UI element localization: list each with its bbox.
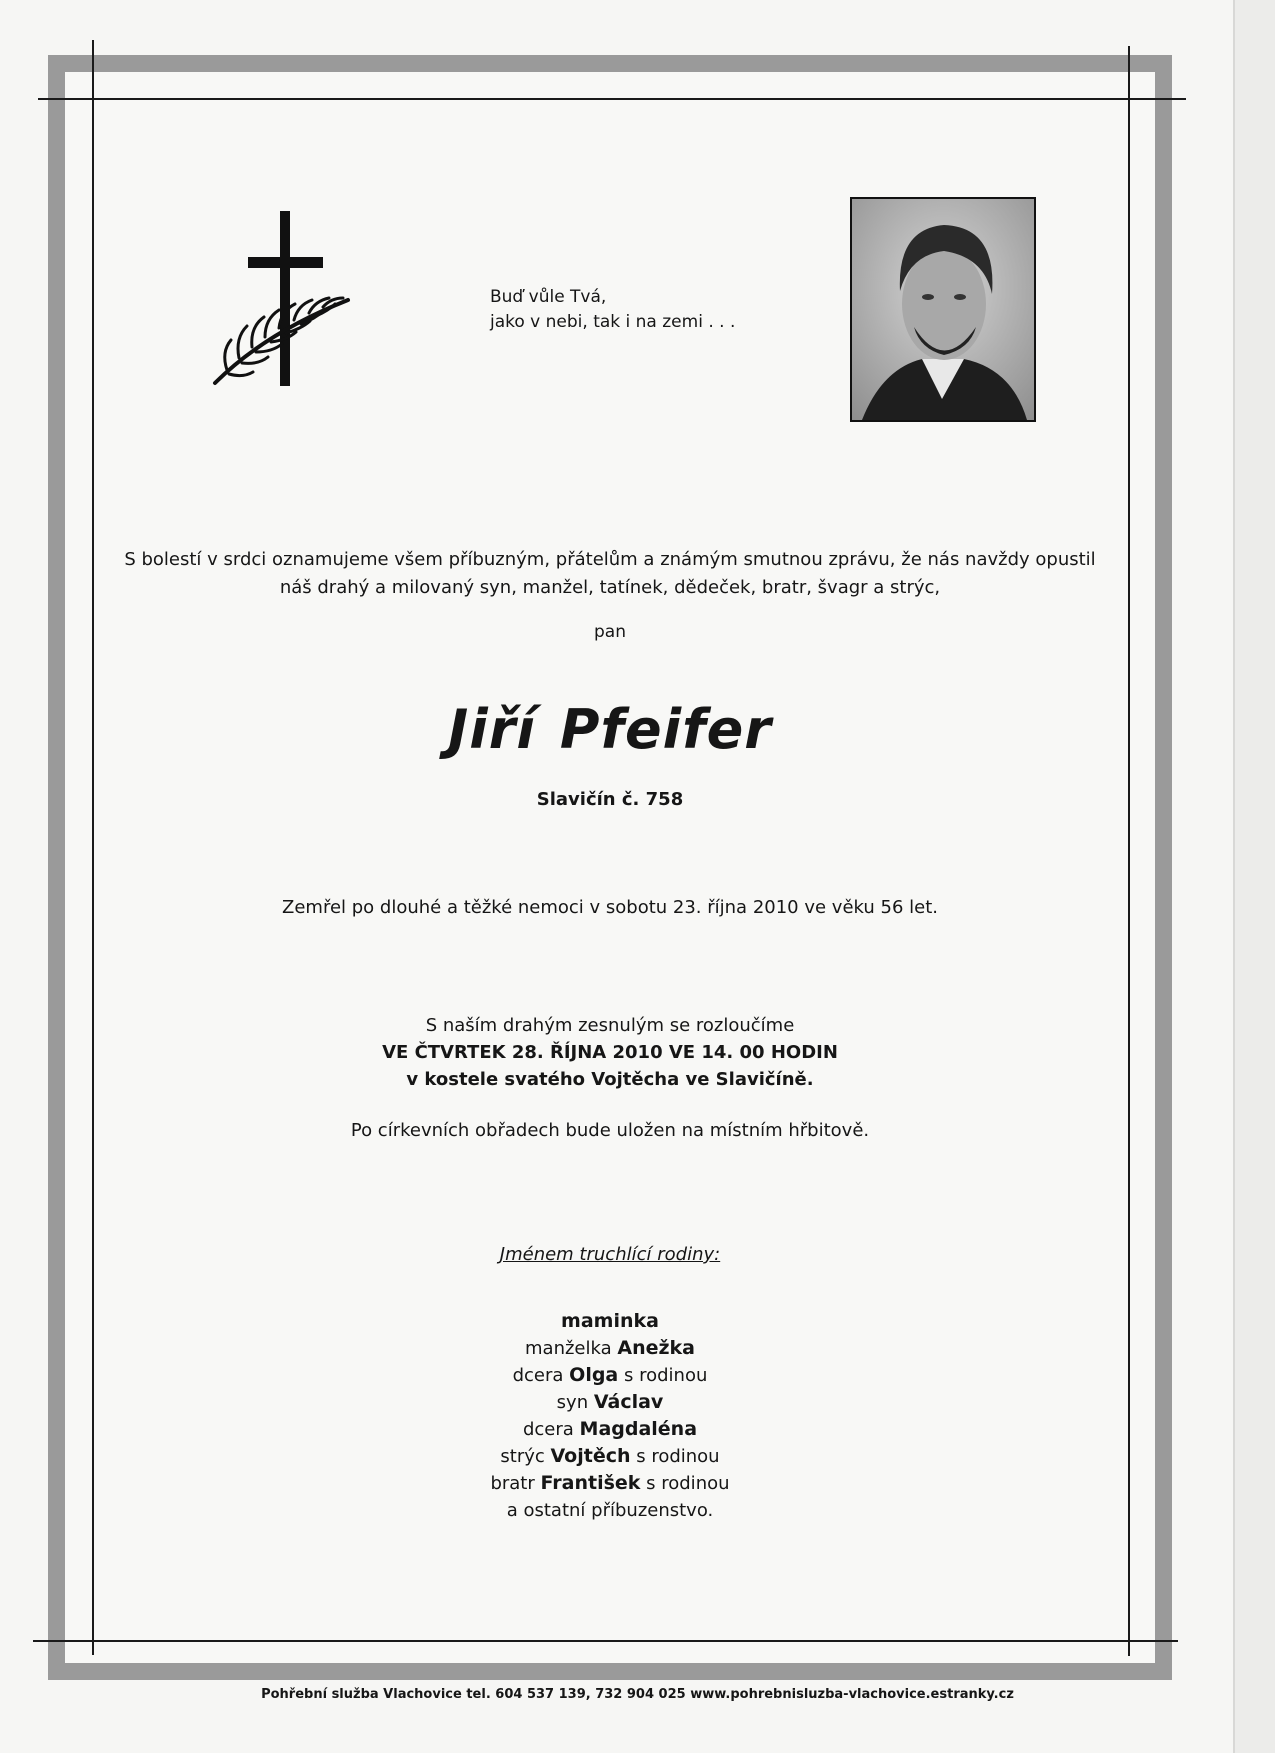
deceased-address: Slavičín č. 758 — [536, 789, 684, 810]
family-member: a ostatní příbuzenstvo. — [506, 1500, 714, 1521]
paper-edge — [1233, 0, 1275, 1753]
family-list — [90, 1308, 1130, 1524]
announcement — [90, 546, 1130, 602]
farewell-date: VE ČTVRTEK 28. ŘÍJNA 2010 VE 14. 00 HODIN — [382, 1042, 838, 1063]
death-notice: Zemřel po dlouhé a těžké nemoci v sobotu 23. října 2010 ve věku 56 let. — [282, 897, 938, 918]
family-member: syn Václav — [556, 1391, 664, 1413]
family-member: bratr František s rodinou — [490, 1472, 730, 1494]
farewell-line-1: S naším drahým zesnulým se rozloučíme — [425, 1015, 795, 1036]
farewell-info — [90, 1012, 1130, 1093]
announcement-line-2: náš drahý a milovaný syn, manžel, tatínek, dědeček, bratr, švagr a strýc, — [279, 577, 941, 598]
farewell-place: v kostele svatého Vojtěcha ve Slavičíně. — [406, 1069, 814, 1090]
family-member: maminka — [561, 1310, 659, 1332]
motto — [490, 285, 735, 335]
cross-icon — [205, 208, 355, 393]
salutation: pan — [594, 622, 626, 642]
family-member: dcera Magdaléna — [522, 1418, 698, 1440]
funeral-service-footer: Pohřební služba Vlachovice tel. 604 537 139, 732 904 025 www.pohrebnisluzba-vlachovice.estranky.cz — [261, 1687, 1014, 1702]
family-member: manželka Anežka — [525, 1337, 695, 1359]
motto-line-1: Buď vůle Tvá, — [490, 287, 607, 307]
deceased-last-name: Pfeifer — [559, 698, 772, 761]
deceased-name — [90, 698, 1130, 761]
family-heading: Jménem truchlící rodiny: — [499, 1244, 721, 1265]
burial-info: Po církevních obřadech bude uložen na místním hřbitově. — [350, 1120, 870, 1141]
announcement-line-1: S bolestí v srdci oznamujeme všem příbuzným, přátelům a známým smutnou zprávu, že nás navždy opustil — [124, 549, 1096, 570]
motto-line-2: jako v nebi, tak i na zemi . . . — [490, 312, 736, 332]
portrait-photo — [850, 197, 1036, 422]
family-member: strýc Vojtěch s rodinou — [500, 1445, 720, 1467]
family-member: dcera Olga s rodinou — [512, 1364, 708, 1386]
deceased-first-name: Jiří — [448, 698, 536, 761]
frame-line-top — [38, 98, 1186, 100]
frame-line-bottom — [33, 1640, 1178, 1642]
